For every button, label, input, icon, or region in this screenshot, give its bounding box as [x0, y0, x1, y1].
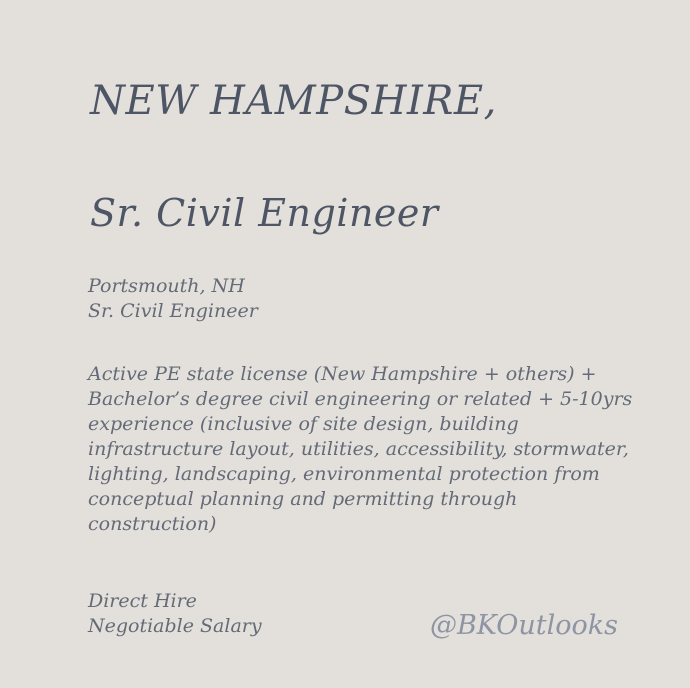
requirements-line: Active PE state license (New Hampshire + others) +: [88, 363, 597, 385]
location-text: Portsmouth, NH: [88, 275, 245, 297]
state-heading: NEW HAMPSHIRE,: [90, 78, 497, 124]
requirements-block: [88, 362, 633, 537]
requirements-line: lighting, landscaping, environmental protection from: [88, 463, 600, 485]
requirements-line: construction): [88, 513, 217, 535]
requirements-line: experience (inclusive of site design, building: [88, 413, 519, 435]
hire-type-text: Direct Hire: [88, 590, 197, 612]
requirements-line: conceptual planning and permitting through: [88, 488, 518, 510]
salary-text: Negotiable Salary: [88, 615, 262, 637]
social-handle: @BKOutlooks: [429, 610, 618, 641]
role-title-heading: Sr. Civil Engineer: [90, 191, 439, 235]
location-block: [88, 274, 628, 324]
requirements-line: infrastructure layout, utilities, accessibility, stormwater,: [88, 438, 629, 460]
role-text: Sr. Civil Engineer: [88, 300, 258, 322]
requirements-line: Bachelor’s degree civil engineering or related + 5-10yrs: [88, 388, 633, 410]
